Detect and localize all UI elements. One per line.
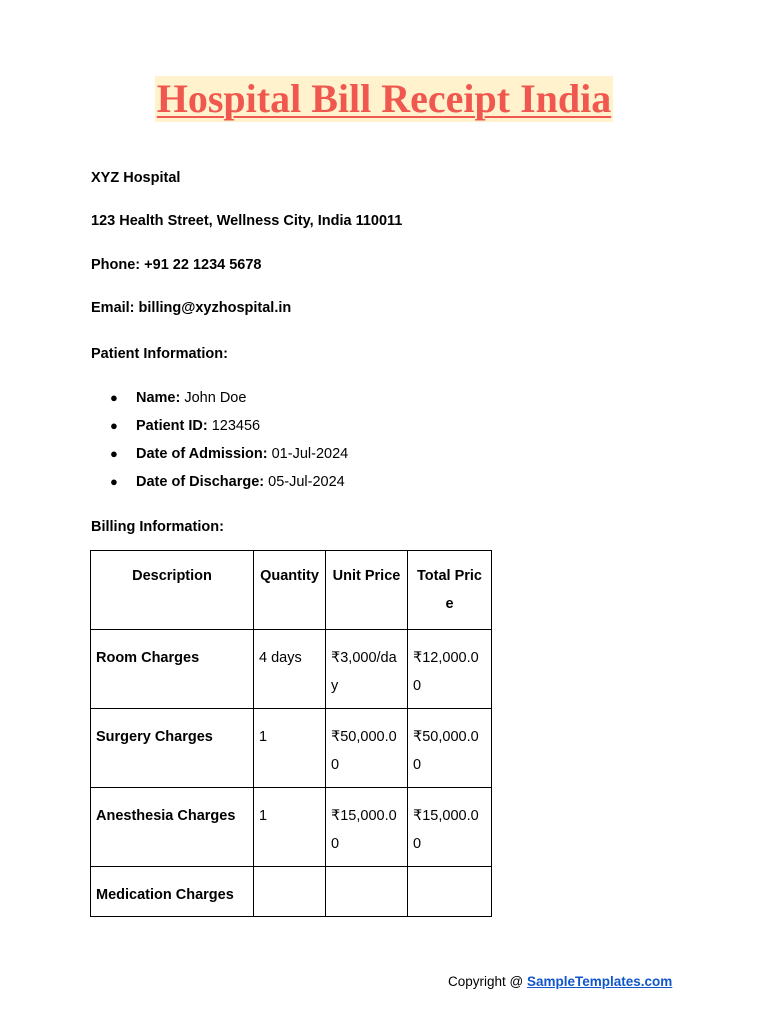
cell-total-price: ₹50,000.00: [408, 709, 492, 788]
billing-table: [90, 550, 492, 917]
hospital-address: 123 Health Street, Wellness City, India 110011: [91, 213, 403, 229]
bullet-icon: ●: [110, 474, 118, 489]
copyright-text: Copyright @: [448, 974, 527, 989]
table-row: [91, 630, 492, 709]
cell-total-price: [408, 867, 492, 917]
table-row: [91, 709, 492, 788]
header-description: Description: [91, 551, 254, 630]
list-item: [110, 388, 348, 416]
cell-quantity: 1: [254, 709, 326, 788]
list-item: [110, 472, 348, 500]
table-row: [91, 788, 492, 867]
cell-description: Anesthesia Charges: [91, 788, 254, 867]
patient-id-label: Patient ID:: [136, 418, 208, 434]
header-quantity: Quantity: [254, 551, 326, 630]
hospital-phone: Phone: +91 22 1234 5678: [91, 257, 262, 273]
hospital-name: XYZ Hospital: [91, 170, 181, 186]
patient-info-heading: Patient Information:: [91, 346, 228, 362]
cell-description: Surgery Charges: [91, 709, 254, 788]
patient-id-value: 123456: [207, 418, 261, 434]
bullet-icon: ●: [110, 446, 118, 461]
header-total-price: Total Price: [408, 551, 492, 630]
sampletemplates-link[interactable]: SampleTemplates.com: [526, 974, 673, 989]
copyright-footer: [448, 974, 672, 989]
cell-quantity: 4 days: [254, 630, 326, 709]
header-unit-price: Unit Price: [326, 551, 408, 630]
hospital-email: Email: billing@xyzhospital.in: [91, 300, 292, 316]
patient-name-value: John Doe: [180, 390, 247, 406]
list-item: [110, 444, 348, 472]
discharge-date-value: 05-Jul-2024: [264, 474, 345, 490]
cell-unit-price: ₹15,000.00: [326, 788, 408, 867]
admission-date-value: 01-Jul-2024: [267, 446, 349, 462]
cell-description: Medication Charges: [91, 867, 254, 917]
table-header-row: [91, 551, 492, 630]
cell-unit-price: ₹3,000/day: [326, 630, 408, 709]
cell-quantity: [254, 867, 326, 917]
bullet-icon: ●: [110, 418, 118, 433]
cell-unit-price: [326, 867, 408, 917]
cell-total-price: ₹12,000.00: [408, 630, 492, 709]
cell-description: Room Charges: [91, 630, 254, 709]
discharge-date-label: Date of Discharge:: [136, 474, 265, 490]
billing-info-heading: Billing Information:: [91, 519, 224, 535]
cell-quantity: 1: [254, 788, 326, 867]
bullet-icon: ●: [110, 390, 118, 405]
patient-info-list: [110, 388, 348, 500]
patient-name-label: Name:: [136, 390, 181, 406]
page-title: Hospital Bill Receipt India: [156, 76, 612, 121]
cell-unit-price: ₹50,000.00: [326, 709, 408, 788]
list-item: [110, 416, 348, 444]
title-container: [0, 76, 768, 122]
admission-date-label: Date of Admission:: [136, 446, 268, 462]
cell-total-price: ₹15,000.00: [408, 788, 492, 867]
table-row: [91, 867, 492, 917]
